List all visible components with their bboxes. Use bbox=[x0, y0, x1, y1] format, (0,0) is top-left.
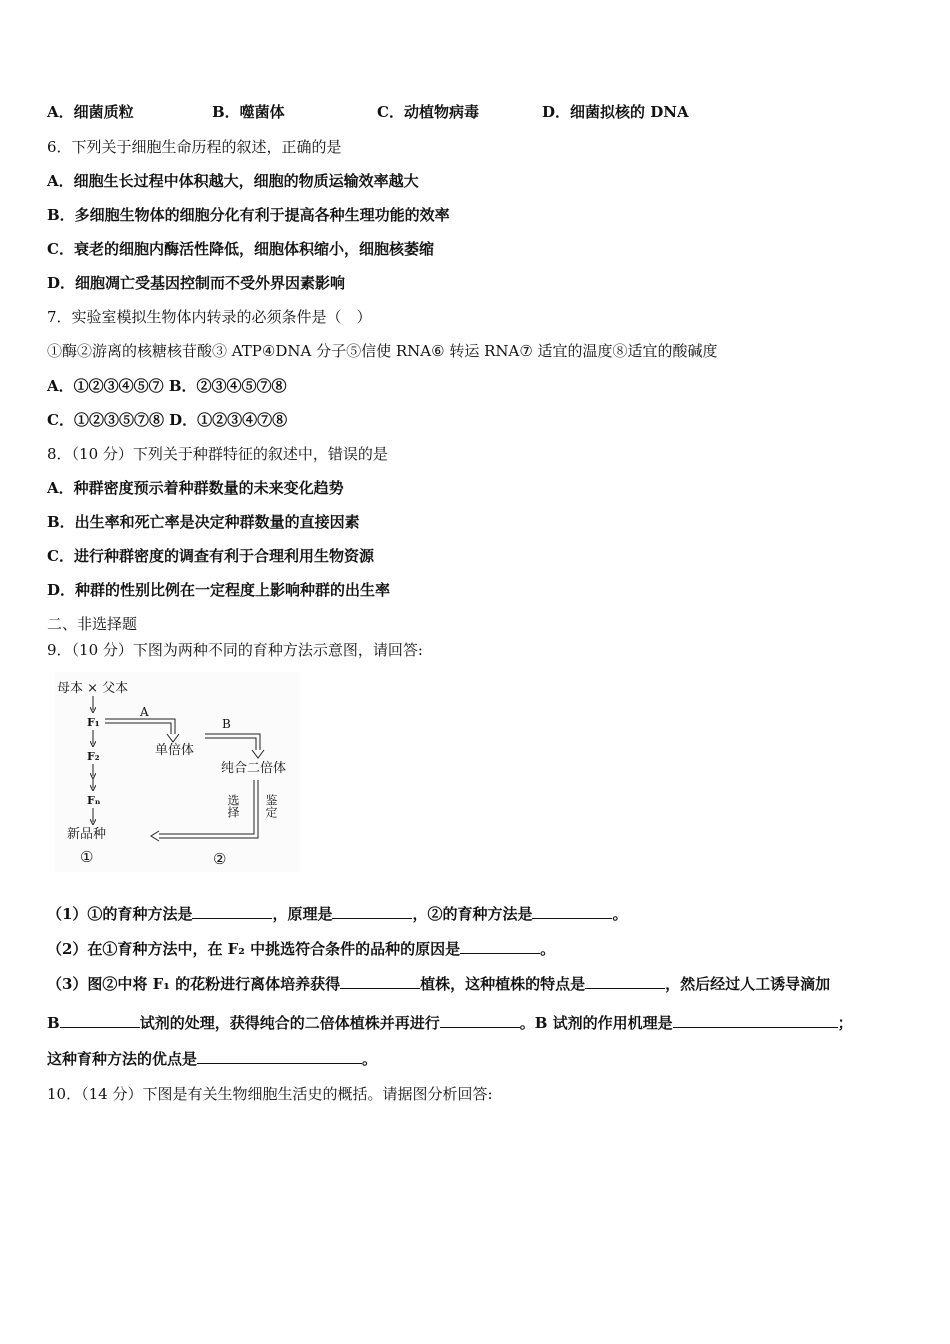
q9-sub3-line2 bbox=[47, 1013, 853, 1033]
q9-sub2-blank[interactable] bbox=[460, 939, 540, 954]
q5-options-row bbox=[47, 102, 689, 122]
q6-stem: 6．下列关于细胞生命历程的叙述，正确的是 bbox=[47, 138, 342, 156]
diagram-f2: F₂ bbox=[87, 750, 100, 763]
diagram-homozygous: 纯合二倍体 bbox=[221, 761, 287, 776]
q9-stem: 9．（10 分）下图为两种不同的育种方法示意图，请回答: bbox=[47, 641, 423, 659]
q9-sub3-text-a: （3）图②中将 F₁ 的花粉进行离体培养获得 bbox=[47, 975, 341, 993]
q8-option-b: B．出生率和死亡率是决定种群数量的直接因素 bbox=[47, 513, 360, 531]
q9-sub1 bbox=[47, 904, 628, 924]
breeding-diagram bbox=[55, 672, 300, 872]
q9-sub1-text-c: ，②的育种方法是 bbox=[412, 905, 533, 923]
diagram-select: 选择 bbox=[226, 794, 240, 818]
q9-sub3-line1 bbox=[47, 974, 830, 994]
diagram-fn: Fₙ bbox=[87, 794, 101, 807]
q8-stem: 8．（10 分）下列关于种群特征的叙述中，错误的是 bbox=[47, 445, 388, 463]
diagram-label-a: A bbox=[140, 705, 149, 719]
diagram-f1: F₁ bbox=[87, 716, 100, 729]
q9-sub3-blank-2[interactable] bbox=[585, 974, 665, 989]
q9-sub3-blank-4[interactable] bbox=[440, 1013, 520, 1028]
q7-stem: 7．实验室模拟生物体内转录的必须条件是（ ） bbox=[47, 308, 372, 326]
q9-sub3-blank-3[interactable] bbox=[60, 1013, 140, 1028]
q9-sub3-line3 bbox=[47, 1049, 377, 1069]
q8-option-a: A．种群密度预示着种群数量的未来变化趋势 bbox=[47, 479, 344, 497]
diagram-new-variety: 新品种 bbox=[67, 827, 107, 842]
q9-sub3-text-h: 这种育种方法的优点是 bbox=[47, 1050, 198, 1068]
q9-sub3-blank-5[interactable] bbox=[673, 1013, 838, 1028]
q9-sub3-text-e: 试剂的处理，获得纯合的二倍体植株并再进行 bbox=[139, 1014, 440, 1032]
q6-option-c: C．衰老的细胞内酶活性降低，细胞体积缩小，细胞核萎缩 bbox=[47, 240, 434, 258]
q8-option-d: D．种群的性别比例在一定程度上影响种群的出生率 bbox=[47, 581, 391, 599]
q9-sub1-text-d: 。 bbox=[612, 905, 628, 923]
q7-options-cd: C．①②③⑤⑦⑧ D．①②③④⑦⑧ bbox=[47, 411, 288, 429]
q9-sub1-blank-3[interactable] bbox=[532, 904, 612, 919]
q5-option-d: D．细菌拟核的 DNA bbox=[542, 103, 689, 121]
diagram-method1-label: ① bbox=[80, 848, 94, 866]
diagram-identify: 鉴定 bbox=[264, 794, 278, 818]
q9-sub1-text-b: ，原理是 bbox=[272, 905, 333, 923]
q9-sub3-blank-6[interactable] bbox=[197, 1049, 362, 1064]
diagram-label-b: B bbox=[222, 717, 231, 731]
section-heading: 二、非选择题 bbox=[47, 615, 138, 633]
q5-option-b: B．噬菌体 bbox=[212, 103, 285, 121]
q10-stem: 10．（14 分）下图是有关生物细胞生活史的概括。请据图分析回答: bbox=[47, 1085, 493, 1103]
q6-option-a: A．细胞生长过程中体积越大，细胞的物质运输效率越大 bbox=[47, 172, 419, 190]
q9-sub2-text-a: （2）在①育种方法中，在 F₂ 中挑选符合条件的品种的原因是 bbox=[47, 940, 461, 958]
diagram-method2-label: ② bbox=[213, 850, 227, 868]
q8-option-c: C．进行种群密度的调查有利于合理利用生物资源 bbox=[47, 547, 374, 565]
q7-conditions: ①酶②游离的核糖核苷酸③ ATP④DNA 分子⑤信使 RNA⑥ 转运 RNA⑦ 适宜的温度⑧适宜的酸碱度 bbox=[47, 342, 718, 360]
q7-options-ab: A．①②③④⑤⑦ B．②③④⑤⑦⑧ bbox=[47, 377, 287, 395]
q9-sub2-text-b: 。 bbox=[540, 940, 556, 958]
q6-option-d: D．细胞凋亡受基因控制而不受外界因素影响 bbox=[47, 274, 346, 292]
q9-sub3-text-d: B bbox=[47, 1014, 60, 1032]
q9-sub3-text-f: 。B 试剂的作用机理是 bbox=[519, 1014, 673, 1032]
diagram-haploid: 单倍体 bbox=[155, 743, 195, 758]
diagram-parents: 母本 × 父本 bbox=[57, 681, 129, 696]
q5-option-a: A．细菌质粒 bbox=[47, 103, 134, 121]
q9-sub3-text-g: ； bbox=[837, 1014, 853, 1032]
q6-option-b: B．多细胞生物体的细胞分化有利于提高各种生理功能的效率 bbox=[47, 206, 450, 224]
q9-sub3-text-c: ，然后经过人工诱导滴加 bbox=[665, 975, 831, 993]
q9-sub3-blank-1[interactable] bbox=[340, 974, 420, 989]
q9-sub3-text-i: 。 bbox=[362, 1050, 378, 1068]
q9-sub2 bbox=[47, 939, 555, 959]
q5-option-c: C．动植物病毒 bbox=[377, 103, 479, 121]
q9-sub1-blank-2[interactable] bbox=[332, 904, 412, 919]
q9-sub1-text-a: （1）①的育种方法是 bbox=[47, 905, 193, 923]
q9-sub3-text-b: 植株，这种植株的特点是 bbox=[420, 975, 586, 993]
q9-sub1-blank-1[interactable] bbox=[192, 904, 272, 919]
